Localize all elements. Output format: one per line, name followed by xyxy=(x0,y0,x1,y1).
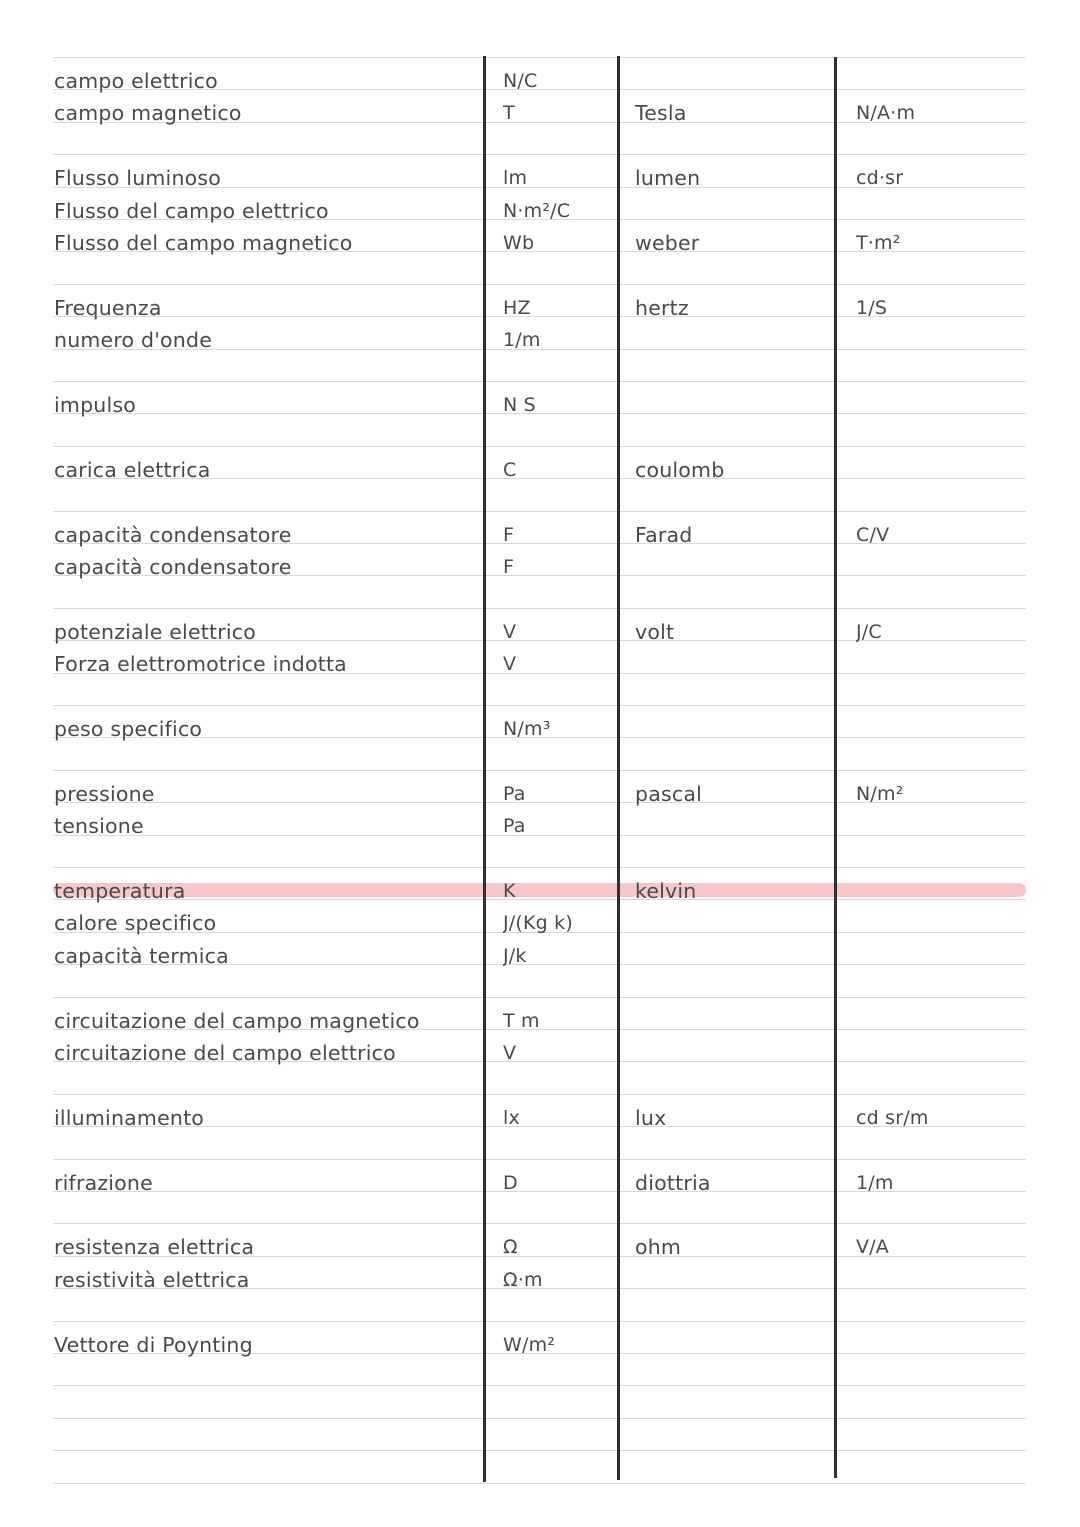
definition-cell: cd sr/m xyxy=(856,1107,929,1129)
definition-cell: 1/S xyxy=(856,297,888,319)
ruled-line xyxy=(53,867,1026,868)
quantity-cell: carica elettrica xyxy=(54,458,211,482)
quantity-cell: capacità condensatore xyxy=(54,555,292,579)
symbol-cell: T xyxy=(503,102,515,124)
quantity-cell: tensione xyxy=(54,814,144,838)
ruled-line xyxy=(53,1418,1026,1419)
ruled-line xyxy=(53,154,1026,155)
quantity-cell: Flusso del campo magnetico xyxy=(54,231,353,255)
quantity-cell: campo magnetico xyxy=(54,101,242,125)
quantity-cell: capacità termica xyxy=(54,944,229,968)
symbol-cell: D xyxy=(503,1172,518,1194)
definition-cell: V/A xyxy=(856,1236,889,1258)
unit-name-cell: lumen xyxy=(635,166,701,190)
symbol-cell: lm xyxy=(503,167,528,189)
ruled-line xyxy=(53,1483,1026,1484)
quantity-cell: resistività elettrica xyxy=(54,1268,250,1292)
ruled-line xyxy=(53,1450,1026,1451)
symbol-cell: K xyxy=(503,880,516,902)
symbol-cell: N·m²/C xyxy=(503,200,571,222)
symbol-cell: Ω xyxy=(503,1236,518,1258)
ruled-line xyxy=(53,1385,1026,1386)
symbol-cell: V xyxy=(503,621,517,643)
symbol-cell: V xyxy=(503,1042,517,1064)
ruled-line xyxy=(53,1094,1026,1095)
definition-cell: N/A·m xyxy=(856,102,916,124)
column-divider xyxy=(617,56,620,1480)
ruled-line xyxy=(53,57,1026,58)
quantity-cell: Flusso del campo elettrico xyxy=(54,199,329,223)
symbol-cell: J/k xyxy=(503,945,527,967)
symbol-cell: Ω·m xyxy=(503,1269,543,1291)
quantity-cell: Flusso luminoso xyxy=(54,166,222,190)
ruled-line xyxy=(53,381,1026,382)
symbol-cell: F xyxy=(503,556,515,578)
quantity-cell: numero d'onde xyxy=(54,328,213,352)
symbol-cell: Pa xyxy=(503,815,526,837)
unit-name-cell: volt xyxy=(635,620,675,644)
unit-name-cell: coulomb xyxy=(635,458,725,482)
definition-cell: C/V xyxy=(856,524,890,546)
ruled-line xyxy=(53,608,1026,609)
definition-cell: 1/m xyxy=(856,1172,894,1194)
definition-cell: N/m² xyxy=(856,783,904,805)
unit-name-cell: hertz xyxy=(635,296,689,320)
unit-name-cell: kelvin xyxy=(635,879,697,903)
symbol-cell: F xyxy=(503,524,515,546)
column-divider xyxy=(834,57,837,1478)
symbol-cell: N S xyxy=(503,394,536,416)
symbol-cell: T m xyxy=(503,1010,540,1032)
unit-name-cell: Tesla xyxy=(635,101,687,125)
quantity-cell: potenziale elettrico xyxy=(54,620,256,644)
quantity-cell: campo elettrico xyxy=(54,69,218,93)
symbol-cell: N/m³ xyxy=(503,718,551,740)
symbol-cell: W/m² xyxy=(503,1334,556,1356)
ruled-line xyxy=(53,1223,1026,1224)
quantity-cell: circuitazione del campo elettrico xyxy=(54,1041,396,1065)
symbol-cell: C xyxy=(503,459,517,481)
ruled-line xyxy=(53,705,1026,706)
quantity-cell: illuminamento xyxy=(54,1106,205,1130)
ruled-line xyxy=(53,284,1026,285)
quantity-cell: temperatura xyxy=(54,879,186,903)
quantity-cell: Vettore di Poynting xyxy=(54,1333,253,1357)
unit-name-cell: Farad xyxy=(635,523,693,547)
ruled-line xyxy=(53,511,1026,512)
symbol-cell: N/C xyxy=(503,70,538,92)
ruled-line xyxy=(53,446,1026,447)
definition-cell: cd·sr xyxy=(856,167,904,189)
ruled-line xyxy=(53,997,1026,998)
unit-name-cell: ohm xyxy=(635,1235,682,1259)
symbol-cell: Pa xyxy=(503,783,526,805)
quantity-cell: peso specifico xyxy=(54,717,203,741)
ruled-line xyxy=(53,1159,1026,1160)
symbol-cell: J/(Kg k) xyxy=(503,912,573,934)
quantity-cell: circuitazione del campo magnetico xyxy=(54,1009,420,1033)
unit-name-cell: diottria xyxy=(635,1171,711,1195)
ruled-line xyxy=(53,1321,1026,1322)
definition-cell: J/C xyxy=(856,621,882,643)
symbol-cell: Wb xyxy=(503,232,535,254)
definition-cell: T·m² xyxy=(856,232,901,254)
quantity-cell: Frequenza xyxy=(54,296,162,320)
unit-name-cell: weber xyxy=(635,231,700,255)
symbol-cell: HZ xyxy=(503,297,531,319)
ruled-line xyxy=(53,770,1026,771)
quantity-cell: calore specifico xyxy=(54,911,217,935)
symbol-cell: V xyxy=(503,653,517,675)
symbol-cell: lx xyxy=(503,1107,520,1129)
quantity-cell: impulso xyxy=(54,393,136,417)
quantity-cell: Forza elettromotrice indotta xyxy=(54,652,347,676)
quantity-cell: rifrazione xyxy=(54,1171,153,1195)
column-divider xyxy=(483,56,486,1482)
quantity-cell: resistenza elettrica xyxy=(54,1235,255,1259)
unit-name-cell: lux xyxy=(635,1106,667,1130)
quantity-cell: pressione xyxy=(54,782,155,806)
unit-name-cell: pascal xyxy=(635,782,702,806)
quantity-cell: capacità condensatore xyxy=(54,523,292,547)
symbol-cell: 1/m xyxy=(503,329,541,351)
